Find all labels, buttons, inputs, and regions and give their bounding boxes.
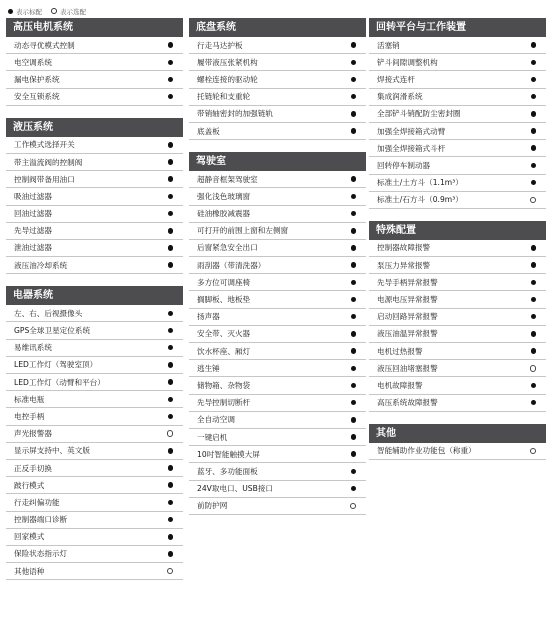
spec-row xyxy=(189,412,366,429)
standard-dot-icon xyxy=(531,111,537,117)
spec-row xyxy=(6,206,183,223)
section-title: 液压系统 xyxy=(6,118,183,137)
spec-row xyxy=(189,395,366,412)
spec-row xyxy=(6,443,183,460)
standard-dot-icon xyxy=(168,94,174,100)
spec-row xyxy=(369,395,546,412)
spec-label: 焊接式连杆 xyxy=(377,74,415,84)
standard-dot-icon xyxy=(168,311,174,317)
spec-label: 标准土/土方斗（1.1m³） xyxy=(377,178,463,188)
standard-dot-icon xyxy=(531,331,537,337)
spec-label: 雨刮器（带清洗器） xyxy=(197,260,266,270)
spec-label: 控制阀带备用油口 xyxy=(14,174,75,184)
spec-section xyxy=(189,18,366,140)
standard-dot-icon xyxy=(351,262,357,268)
spec-label: 其他语种 xyxy=(14,566,45,576)
spec-label: GPS全球卫星定位系统 xyxy=(14,326,91,336)
standard-dot-icon xyxy=(531,262,537,268)
spec-label: 吸油过滤器 xyxy=(14,191,52,201)
spec-row xyxy=(189,123,366,140)
spec-label: 保险状态指示灯 xyxy=(14,549,68,559)
standard-dot-icon xyxy=(351,280,357,286)
standard-dot-icon xyxy=(351,469,357,475)
standard-dot-icon xyxy=(351,211,357,217)
spec-row xyxy=(189,274,366,291)
standard-dot-icon xyxy=(351,245,357,251)
spec-row xyxy=(189,326,366,343)
spec-row xyxy=(189,257,366,274)
spec-row xyxy=(6,257,183,274)
spec-label: 启动回路异常报警 xyxy=(377,312,438,322)
spec-label: 电控手柄 xyxy=(14,411,45,421)
spec-label: 电机过热报警 xyxy=(377,346,423,356)
spec-row xyxy=(6,223,183,240)
spec-label: LED工作灯（驾驶室顶） xyxy=(14,360,98,370)
section-title: 驾驶室 xyxy=(189,152,366,171)
spec-label: 回转停车制动器 xyxy=(377,160,431,170)
section-title: 高压电机系统 xyxy=(6,18,183,37)
spec-label: 带销轴密封的加强链轨 xyxy=(197,109,273,119)
spec-row xyxy=(369,326,546,343)
spec-label: 可打开的前围上窗和左侧窗 xyxy=(197,226,289,236)
spec-row xyxy=(6,340,183,357)
standard-dot-icon xyxy=(351,194,357,200)
standard-dot-icon xyxy=(168,551,174,557)
spec-row xyxy=(189,463,366,480)
spec-row xyxy=(6,54,183,71)
filled-dot-icon xyxy=(8,9,13,14)
standard-dot-icon xyxy=(531,245,537,251)
standard-dot-icon xyxy=(351,434,357,440)
spec-row xyxy=(6,426,183,443)
spec-label: 控制器端口诊断 xyxy=(14,515,68,525)
spec-row xyxy=(369,140,546,157)
standard-dot-icon xyxy=(351,228,357,234)
standard-dot-icon xyxy=(351,111,357,117)
spec-row xyxy=(189,498,366,515)
spec-label: 电源电压异常报警 xyxy=(377,295,438,305)
spec-row xyxy=(189,206,366,223)
standard-dot-icon xyxy=(531,128,537,134)
spec-row xyxy=(6,37,183,54)
spec-row xyxy=(6,512,183,529)
legend-optional xyxy=(51,7,86,16)
spec-label: 24V取电口、USB接口 xyxy=(197,484,274,494)
spec-row xyxy=(369,343,546,360)
spec-row xyxy=(369,274,546,291)
spec-label: 回油过滤器 xyxy=(14,209,52,219)
spec-row xyxy=(369,157,546,174)
spec-row xyxy=(6,391,183,408)
spec-row xyxy=(189,188,366,205)
standard-dot-icon xyxy=(168,500,174,506)
standard-dot-icon xyxy=(351,94,357,100)
spec-label: 行走马达护板 xyxy=(197,40,243,50)
spec-label: 行走纠偏功能 xyxy=(14,497,60,507)
spec-row xyxy=(189,71,366,88)
standard-dot-icon xyxy=(351,314,357,320)
standard-dot-icon xyxy=(168,534,174,540)
spec-label: 回家模式 xyxy=(14,532,45,542)
section-title: 其他 xyxy=(369,424,546,443)
spec-row xyxy=(6,357,183,374)
standard-dot-icon xyxy=(168,379,174,385)
standard-dot-icon xyxy=(168,228,174,234)
spec-section xyxy=(6,286,183,580)
column-3 xyxy=(369,18,546,472)
standard-dot-icon xyxy=(351,297,357,303)
spec-label: 控制器故障报警 xyxy=(377,243,431,253)
spec-row xyxy=(369,175,546,192)
spec-label: 加强全焊接箱式斗杆 xyxy=(377,143,446,153)
section-title: 底盘系统 xyxy=(189,18,366,37)
spec-row xyxy=(6,563,183,580)
spec-label: 先导控制切断杆 xyxy=(197,398,251,408)
spec-row xyxy=(189,240,366,257)
spec-row xyxy=(189,171,366,188)
spec-row xyxy=(189,106,366,123)
optional-circle-icon xyxy=(530,197,537,204)
spec-row xyxy=(369,377,546,394)
spec-row xyxy=(189,291,366,308)
spec-row xyxy=(189,89,366,106)
standard-dot-icon xyxy=(351,486,357,492)
standard-dot-icon xyxy=(351,366,357,372)
legend xyxy=(8,5,95,17)
standard-dot-icon xyxy=(351,77,357,83)
standard-dot-icon xyxy=(351,42,357,48)
spec-row xyxy=(6,89,183,106)
spec-label: 漏电保护系统 xyxy=(14,74,60,84)
standard-dot-icon xyxy=(168,397,174,403)
standard-dot-icon xyxy=(168,211,174,217)
spec-row xyxy=(6,71,183,88)
spec-row xyxy=(369,123,546,140)
standard-dot-icon xyxy=(351,176,357,182)
spec-label: 集成润滑系统 xyxy=(377,92,423,102)
spec-row xyxy=(369,89,546,106)
spec-label: 声光报警器 xyxy=(14,429,52,439)
spec-label: 泵压力异常报警 xyxy=(377,260,431,270)
spec-label: 底盖板 xyxy=(197,126,220,136)
spec-label: 动态寻优模式控制 xyxy=(14,40,75,50)
standard-dot-icon xyxy=(351,60,357,66)
spec-row xyxy=(189,37,366,54)
spec-label: 履带液压张紧机构 xyxy=(197,57,258,67)
spec-row xyxy=(369,443,546,460)
legend-standard-label: 表示标配 xyxy=(16,7,42,16)
spec-label: 标准电瓶 xyxy=(14,394,45,404)
spec-row xyxy=(6,477,183,494)
standard-dot-icon xyxy=(351,400,357,406)
spec-label: 安全互锁系统 xyxy=(14,92,60,102)
spec-label: 强化浅色玻璃窗 xyxy=(197,191,251,201)
standard-dot-icon xyxy=(168,142,174,148)
standard-dot-icon xyxy=(168,482,174,488)
spec-row xyxy=(189,360,366,377)
spec-row xyxy=(369,71,546,88)
spec-label: 全部铲斗销配防尘密封圈 xyxy=(377,109,461,119)
standard-dot-icon xyxy=(168,414,174,420)
spec-label: 托链轮和支重轮 xyxy=(197,92,251,102)
standard-dot-icon xyxy=(531,297,537,303)
spec-row xyxy=(6,322,183,339)
section-title: 电器系统 xyxy=(6,286,183,305)
spec-row xyxy=(6,137,183,154)
spec-label: 螺栓连接的驱动轮 xyxy=(197,74,258,84)
spec-row xyxy=(6,305,183,322)
standard-dot-icon xyxy=(168,517,174,523)
spec-row xyxy=(6,408,183,425)
spec-label: 带主溢流阀的控制阀 xyxy=(14,157,83,167)
standard-dot-icon xyxy=(531,180,537,186)
spec-row xyxy=(369,106,546,123)
spec-row xyxy=(189,377,366,394)
spec-row xyxy=(369,240,546,257)
spec-row xyxy=(189,481,366,498)
spec-label: 显示屏支持中、英文版 xyxy=(14,446,90,456)
optional-circle-icon xyxy=(167,568,174,575)
spec-row xyxy=(6,529,183,546)
standard-dot-icon xyxy=(351,417,357,423)
spec-label: LED工作灯（动臂和平台） xyxy=(14,377,105,387)
spec-row xyxy=(369,309,546,326)
standard-dot-icon xyxy=(531,163,537,169)
legend-optional-label: 表示选配 xyxy=(60,7,86,16)
spec-label: 后窗紧急安全出口 xyxy=(197,243,258,253)
spec-label: 加强全焊接箱式动臂 xyxy=(377,126,446,136)
standard-dot-icon xyxy=(168,42,174,48)
standard-dot-icon xyxy=(168,60,174,66)
spec-label: 铲斗间隙调整机构 xyxy=(377,57,438,67)
spec-row xyxy=(369,54,546,71)
spec-section xyxy=(6,18,183,106)
legend-standard xyxy=(8,7,42,16)
standard-dot-icon xyxy=(168,262,174,268)
spec-label: 正反手切换 xyxy=(14,463,52,473)
spec-label: 标准土/石方斗（0.9m³） xyxy=(377,195,463,205)
standard-dot-icon xyxy=(531,348,537,354)
standard-dot-icon xyxy=(531,94,537,100)
spec-label: 储物箱、杂物袋 xyxy=(197,380,251,390)
standard-dot-icon xyxy=(168,328,174,334)
spec-label: 易维讯系统 xyxy=(14,343,52,353)
spec-section xyxy=(369,221,546,412)
spec-label: 饮水杯座、厢灯 xyxy=(197,346,251,356)
spec-label: 高压系统故障报警 xyxy=(377,398,438,408)
spec-label: 先导手柄异常报警 xyxy=(377,277,438,287)
spec-row xyxy=(189,223,366,240)
spec-row xyxy=(369,37,546,54)
spec-row xyxy=(6,240,183,257)
column-2 xyxy=(189,18,366,527)
standard-dot-icon xyxy=(351,331,357,337)
spec-label: 多方位可调座椅 xyxy=(197,277,251,287)
spec-row xyxy=(369,257,546,274)
standard-dot-icon xyxy=(531,280,537,286)
spec-label: 泄油过滤器 xyxy=(14,243,52,253)
standard-dot-icon xyxy=(351,348,357,354)
spec-section xyxy=(6,118,183,275)
spec-row xyxy=(6,494,183,511)
standard-dot-icon xyxy=(531,42,537,48)
standard-dot-icon xyxy=(168,448,174,454)
standard-dot-icon xyxy=(351,451,357,457)
spec-label: 全自动空调 xyxy=(197,415,235,425)
spec-row xyxy=(369,291,546,308)
spec-row xyxy=(189,309,366,326)
spec-label: 液压回油堵塞报警 xyxy=(377,363,438,373)
spec-label: 搁脚板、地板垫 xyxy=(197,295,251,305)
spec-label: 安全带、灭火器 xyxy=(197,329,251,339)
standard-dot-icon xyxy=(531,314,537,320)
spec-label: 先导过滤器 xyxy=(14,226,52,236)
spec-row xyxy=(369,360,546,377)
hollow-circle-icon xyxy=(51,8,57,14)
section-title: 回转平台与工作装置 xyxy=(369,18,546,37)
optional-circle-icon xyxy=(530,448,537,455)
section-title: 特殊配置 xyxy=(369,221,546,240)
spec-row xyxy=(189,343,366,360)
spec-row xyxy=(369,192,546,209)
standard-dot-icon xyxy=(531,60,537,66)
optional-circle-icon xyxy=(530,365,537,372)
standard-dot-icon xyxy=(168,77,174,83)
standard-dot-icon xyxy=(168,159,174,165)
standard-dot-icon xyxy=(531,145,537,151)
standard-dot-icon xyxy=(168,362,174,368)
spec-row xyxy=(6,374,183,391)
spec-row xyxy=(6,154,183,171)
spec-row xyxy=(6,171,183,188)
spec-section xyxy=(369,424,546,460)
spec-row xyxy=(189,54,366,71)
spec-section xyxy=(369,18,546,209)
spec-label: 前防护网 xyxy=(197,501,228,511)
spec-label: 跛行模式 xyxy=(14,480,45,490)
standard-dot-icon xyxy=(531,77,537,83)
spec-label: 工作模式选择开关 xyxy=(14,140,75,150)
standard-dot-icon xyxy=(168,245,174,251)
standard-dot-icon xyxy=(351,383,357,389)
standard-dot-icon xyxy=(168,176,174,182)
spec-row xyxy=(6,546,183,563)
spec-label: 液压油温异常报警 xyxy=(377,329,438,339)
standard-dot-icon xyxy=(531,400,537,406)
spec-label: 蓝牙、多功能面板 xyxy=(197,466,258,476)
spec-label: 10吋智能触摸大屏 xyxy=(197,449,260,459)
spec-row xyxy=(6,188,183,205)
spec-label: 活塞销 xyxy=(377,40,400,50)
standard-dot-icon xyxy=(168,194,174,200)
standard-dot-icon xyxy=(168,345,174,351)
spec-label: 一键启机 xyxy=(197,432,228,442)
standard-dot-icon xyxy=(168,465,174,471)
spec-row xyxy=(6,460,183,477)
optional-circle-icon xyxy=(167,430,174,437)
spec-label: 智能辅助作业功能包（称重） xyxy=(377,446,476,456)
spec-row xyxy=(189,429,366,446)
spec-label: 液压油冷却系统 xyxy=(14,260,68,270)
spec-label: 电空调系统 xyxy=(14,57,52,67)
spec-label: 硅油橡胶减震器 xyxy=(197,209,251,219)
spec-label: 电机故障报警 xyxy=(377,380,423,390)
spec-label: 左、右、后视摄像头 xyxy=(14,308,83,318)
spec-section xyxy=(189,152,366,515)
spec-label: 逃生锤 xyxy=(197,363,220,373)
standard-dot-icon xyxy=(531,383,537,389)
column-1 xyxy=(6,18,183,592)
spec-label: 超静音框架驾驶室 xyxy=(197,174,258,184)
spec-row xyxy=(189,446,366,463)
optional-circle-icon xyxy=(350,503,357,510)
standard-dot-icon xyxy=(351,128,357,134)
spec-label: 扬声器 xyxy=(197,312,220,322)
